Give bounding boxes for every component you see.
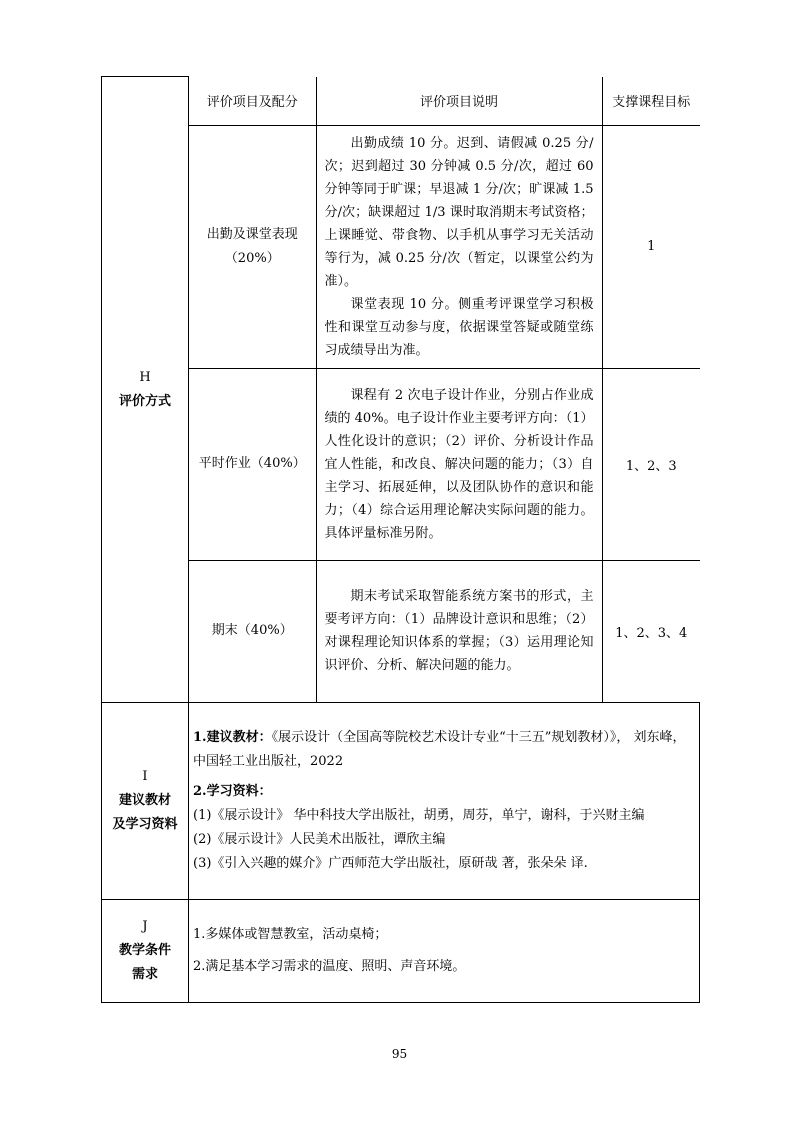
section-j-title-line2: 需求 — [131, 967, 158, 982]
description-paragraph: 出勤成绩 10 分。迟到、请假减 0.25 分/次；迟到超过 30 分钟减 0.5 分/次，超过 60 分钟等同于旷课；早退减 1 分/次；旷课减 1.5 分/次；缺课超过 1/3 课时取消期末考试资格；上课睡觉、带食物、以手机从事学习无关活动等行为，减 0.25 分/次（暂定，以课堂公约为准）。 — [324, 135, 594, 289]
section-h-label — [102, 77, 189, 703]
evaluation-item-weight: （20%） — [224, 250, 280, 266]
evaluation-target: 1、2、3、4 — [602, 560, 700, 702]
section-i-title-line2: 及学习资料 — [112, 817, 178, 832]
page-number: 95 — [391, 1047, 408, 1061]
section-i-title-line1: 建议教材 — [118, 793, 171, 808]
textbook-text: 《展示设计（全国高等院校艺术设计专业“十三五”规划教材）》， 刘东峰，中国轻工业出版社，2022 — [193, 730, 686, 769]
material-item: (1)《展示设计》 华中科技大学出版社，胡勇，周芬，单宁，谢科，于兴财主编 — [193, 808, 645, 823]
textbook-entry — [193, 726, 695, 774]
section-j-letter: J — [142, 919, 148, 934]
syllabus-table — [101, 76, 700, 1003]
evaluation-item-name: 出勤及课堂表现 — [206, 226, 298, 242]
section-j-row — [102, 900, 700, 1003]
section-i-row — [102, 703, 700, 900]
evaluation-item: 期末（40%） — [189, 560, 316, 702]
material-item: (2)《展示设计》人民美术出版社，谭欣主编 — [193, 832, 446, 847]
textbook-label: 1.建议教材： — [193, 730, 272, 745]
description-paragraph: 课程有 2 次电子设计作业，分别占作业成绩的 40%。电子设计作业主要考评方向：（1）人性化设计的意识；（2）评价、分析设计作品宜人性能，和改良、解决问题的能力；（3）自主学习、拓展延伸，以及团队协作的意识和能力；（4）综合运用理论解决实际问题的能力。具体评量标准另附。 — [324, 387, 594, 541]
evaluation-table — [189, 77, 700, 703]
evaluation-header-row — [189, 77, 700, 126]
evaluation-item — [189, 125, 316, 368]
materials-label: 2.学习资料： — [193, 784, 272, 799]
evaluation-description — [316, 125, 602, 368]
header-description: 评价项目说明 — [316, 77, 602, 126]
evaluation-description — [316, 368, 602, 560]
section-h-letter: H — [139, 369, 151, 385]
description-paragraph: 课堂表现 10 分。侧重考评课堂学习积极性和课堂互动参与度，依据课堂答疑或随堂练习成绩导出为准。 — [324, 296, 594, 358]
description-paragraph: 期末考试采取智能系统方案书的形式，主要考评方向：（1）品牌设计意识和思维；（2）对课程理论知识体系的掌握；（3）运用理论知识评价、分析、解决问题的能力。 — [324, 589, 594, 674]
requirement-item: 2.满足基本学习需求的温度、照明、声音环境。 — [193, 959, 466, 974]
section-i-letter: I — [142, 769, 148, 784]
evaluation-item: 平时作业（40%） — [189, 368, 316, 560]
evaluation-description — [316, 560, 602, 702]
section-j-content — [189, 900, 700, 1003]
evaluation-row — [189, 368, 700, 560]
section-i-label — [102, 703, 189, 900]
section-i-content — [189, 703, 700, 900]
requirement-item: 1.多媒体或智慧教室，活动桌椅； — [193, 927, 388, 942]
header-item: 评价项目及配分 — [189, 77, 316, 126]
evaluation-row — [189, 560, 700, 702]
material-item: (3)《引入兴趣的媒介》广西师范大学出版社，原研哉 著，张朵朵 译. — [193, 856, 588, 871]
evaluation-target: 1 — [602, 125, 700, 368]
section-j-title-line1: 教学条件 — [118, 943, 171, 958]
evaluation-row — [189, 125, 700, 368]
section-j-label — [102, 900, 189, 1003]
header-target: 支撑课程目标 — [602, 77, 700, 126]
evaluation-target: 1、2、3 — [602, 368, 700, 560]
section-h-row — [102, 77, 700, 703]
section-h-title: 评价方式 — [118, 393, 171, 409]
